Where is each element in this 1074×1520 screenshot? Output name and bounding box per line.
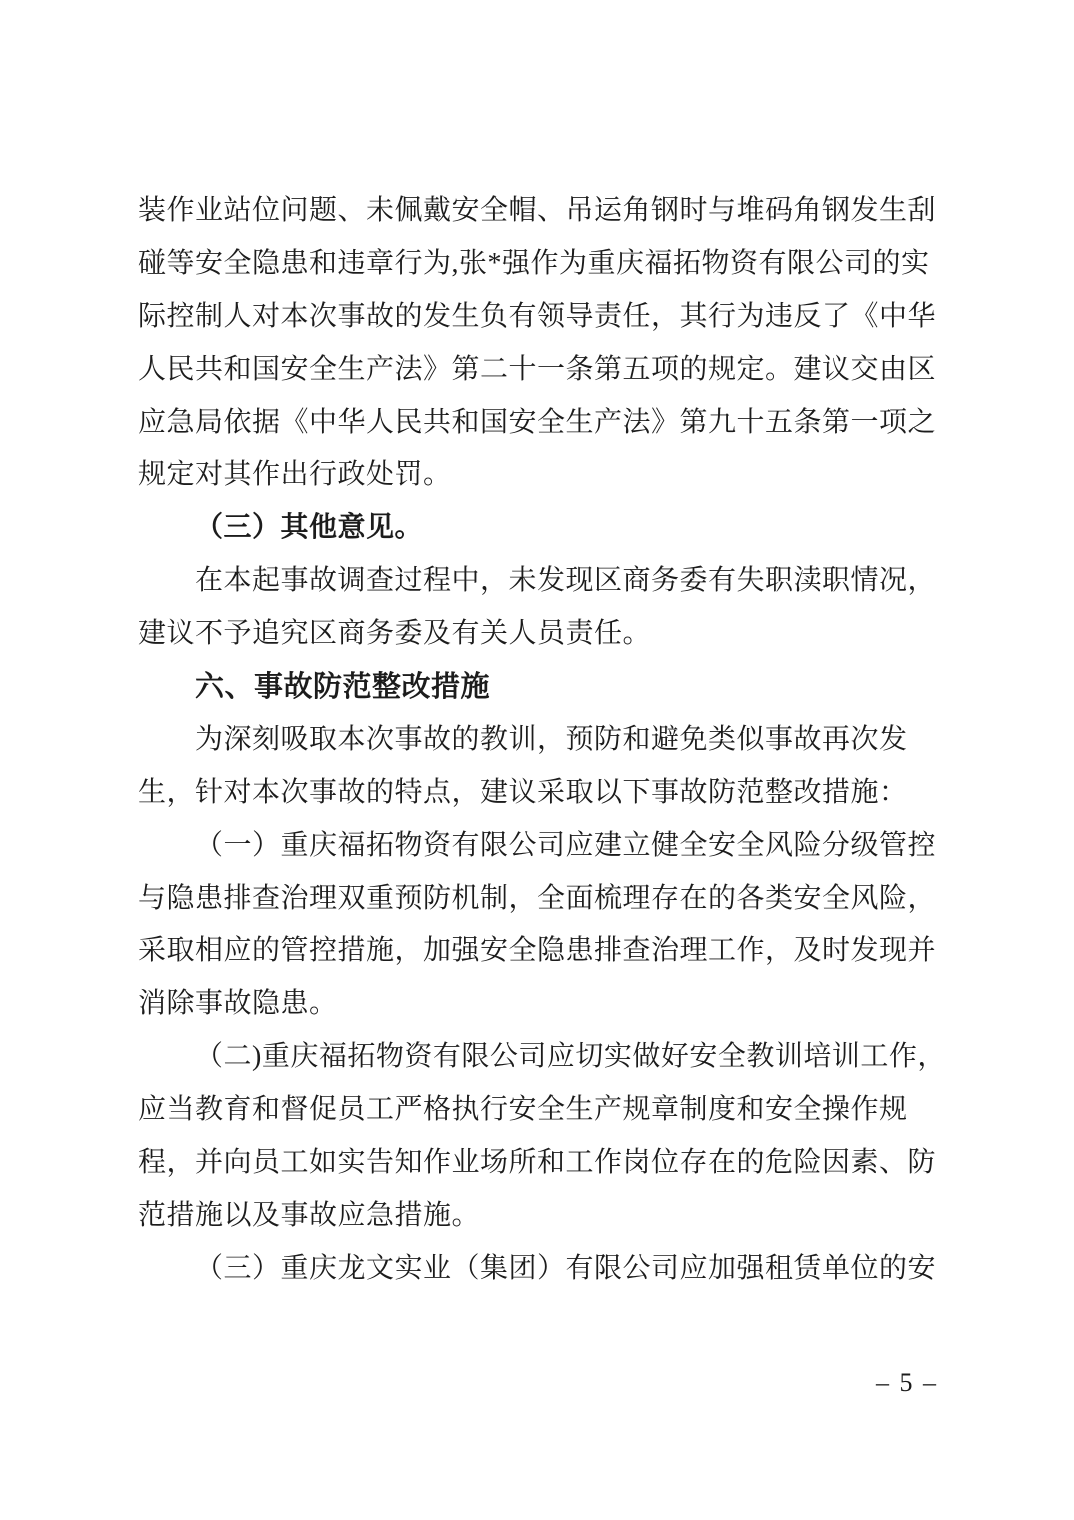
text-line: 人民共和国安全生产法》第二十一条第五项的规定。建议交由区 bbox=[138, 353, 937, 385]
text-line: 建议不予追究区商务委及有关人员责任。 bbox=[138, 618, 652, 650]
section-subheading: （三）其他意见。 bbox=[195, 512, 424, 544]
document-body bbox=[138, 185, 946, 1296]
text-line: （三）重庆龙文实业（集团）有限公司应加强租赁单位的安 bbox=[195, 1252, 937, 1284]
text-line: （二)重庆福拓物资有限公司应切实做好安全教训培训工作， bbox=[195, 1041, 946, 1073]
section-heading: 六、事故防范整改措施 bbox=[195, 671, 491, 704]
text-line: 生，针对本次事故的特点，建议采取以下事故防范整改措施： bbox=[138, 776, 908, 808]
text-line: 应急局依据《中华人民共和国安全生产法》第九十五条第一项之 bbox=[138, 406, 937, 438]
text-line: （一）重庆福拓物资有限公司应建立健全安全风险分级管控 bbox=[195, 829, 937, 861]
text-line: 范措施以及事故应急措施。 bbox=[138, 1199, 481, 1231]
text-line: 程，并向员工如实告知作业场所和工作岗位存在的危险因素、防 bbox=[138, 1147, 937, 1179]
text-line: 装作业站位问题、未佩戴安全帽、吊运角钢时与堆码角钢发生刮 bbox=[138, 195, 937, 226]
text-line: 际控制人对本次事故的发生负有领导责任，其行为违反了《中华 bbox=[138, 300, 937, 332]
text-line: 在本起事故调查过程中，未发现区商务委有失职渎职情况， bbox=[195, 565, 937, 597]
text-line: 消除事故隐患。 bbox=[138, 988, 338, 1020]
text-line: 规定对其作出行政处罚。 bbox=[138, 459, 452, 491]
text-line: 应当教育和督促员工严格执行安全生产规章制度和安全操作规 bbox=[138, 1094, 908, 1126]
page-footer bbox=[876, 1368, 938, 1398]
text-line: 为深刻吸取本次事故的教训，预防和避免类似事故再次发 bbox=[195, 723, 908, 755]
text-line: 碰等安全隐患和违章行为,张*强作为重庆福拓物资有限公司的实 bbox=[138, 247, 930, 279]
page-number: – 5 – bbox=[876, 1368, 938, 1397]
text-line: 采取相应的管控措施，加强安全隐患排查治理工作，及时发现并 bbox=[138, 935, 937, 967]
text-line: 与隐患排查治理双重预防机制，全面梳理存在的各类安全风险， bbox=[138, 882, 937, 914]
